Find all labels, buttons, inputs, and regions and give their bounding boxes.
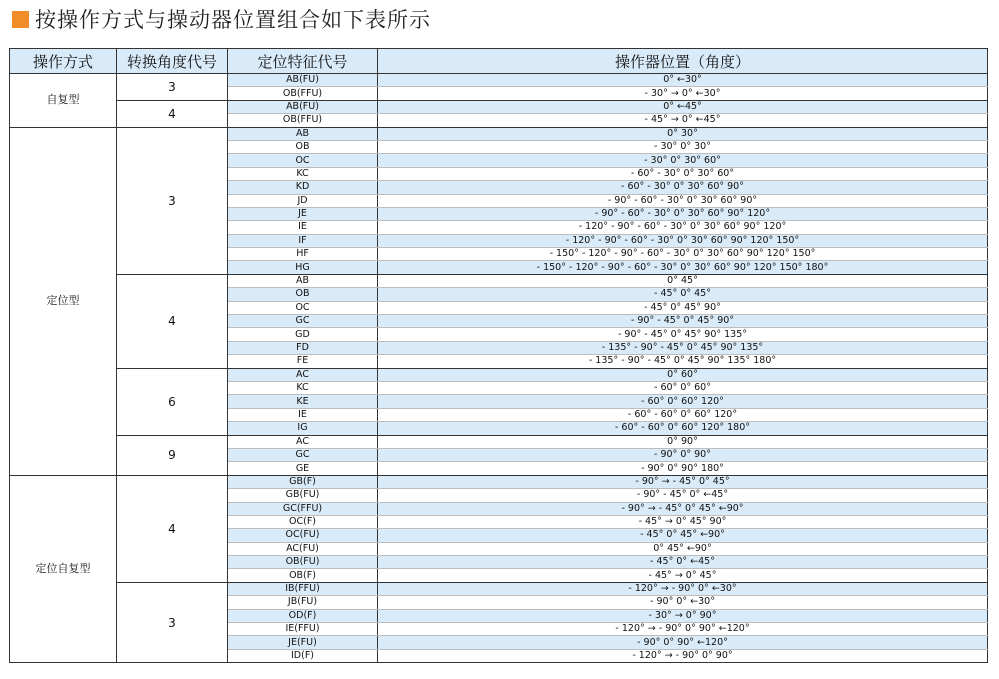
operator-position-cell: - 135° - 90° - 45° 0° 45° 90° 135° — [378, 341, 988, 354]
positioning-code-cell: JB(FU) — [228, 596, 378, 609]
operator-position-cell: - 30° 0° 30° 60° — [378, 154, 988, 167]
operator-position-cell: 0° ←30° — [378, 74, 988, 87]
operator-position-cell: 0° ←45° — [378, 100, 988, 113]
table-row — [10, 368, 988, 381]
positioning-code-cell: OD(F) — [228, 609, 378, 622]
angle-code-cell: 4 — [117, 274, 228, 368]
header-operation-mode: 操作方式 — [10, 49, 117, 74]
positioning-code-cell: AB — [228, 127, 378, 140]
operator-position-cell: - 45° → 0° 45° — [378, 569, 988, 582]
operator-position-cell: - 60° - 30° 0° 30° 60° 90° — [378, 181, 988, 194]
positioning-code-cell: AB — [228, 274, 378, 287]
operator-position-cell: - 90° - 45° 0° 45° 90° — [378, 315, 988, 328]
operator-position-cell: 0° 90° — [378, 435, 988, 448]
operator-position-cell: - 120° - 90° - 60° - 30° 0° 30° 60° 90° 120° 150° — [378, 234, 988, 247]
positioning-code-cell: GE — [228, 462, 378, 475]
positioning-code-cell: HG — [228, 261, 378, 274]
positioning-code-cell: OC — [228, 301, 378, 314]
operator-position-cell: 0° 60° — [378, 368, 988, 381]
operator-position-cell: - 60° 0° 60° — [378, 381, 988, 394]
positioning-code-cell: GC — [228, 315, 378, 328]
positioning-code-cell: IB(FFU) — [228, 582, 378, 595]
angle-code-cell: 3 — [117, 582, 228, 662]
title-bar — [12, 4, 431, 34]
operator-position-cell: - 60° - 60° 0° 60° 120° 180° — [378, 422, 988, 435]
angle-code-cell: 6 — [117, 368, 228, 435]
positioning-code-cell: OB(FFU) — [228, 87, 378, 100]
table-body — [10, 74, 988, 663]
positioning-code-cell: OC(F) — [228, 515, 378, 528]
operator-position-cell: 0° 30° — [378, 127, 988, 140]
positioning-code-cell: IG — [228, 422, 378, 435]
operator-position-cell: - 90° 0° 90° ←120° — [378, 636, 988, 649]
positioning-code-cell: GD — [228, 328, 378, 341]
positioning-code-cell: AC — [228, 368, 378, 381]
positioning-code-cell: FE — [228, 355, 378, 368]
operator-position-cell: - 135° - 90° - 45° 0° 45° 90° 135° 180° — [378, 355, 988, 368]
table-row — [10, 74, 988, 87]
operator-position-cell: - 90° - 45° 0° ←45° — [378, 489, 988, 502]
operator-position-cell: - 60° - 60° 0° 60° 120° — [378, 408, 988, 421]
positioning-code-cell: OB — [228, 140, 378, 153]
positioning-code-cell: KC — [228, 167, 378, 180]
operator-position-cell: - 90° → - 45° 0° 45° — [378, 475, 988, 488]
positioning-code-cell: AC(FU) — [228, 542, 378, 555]
positioning-code-cell: GB(F) — [228, 475, 378, 488]
table-row — [10, 127, 988, 140]
operator-position-cell: - 90° - 45° 0° 45° 90° 135° — [378, 328, 988, 341]
operator-position-cell: - 30° 0° 30° — [378, 140, 988, 153]
operator-position-cell: - 120° → - 90° 0° 90° ←120° — [378, 623, 988, 636]
operator-position-cell: - 45° → 0° 45° 90° — [378, 515, 988, 528]
operator-position-cell: - 90° 0° ←30° — [378, 596, 988, 609]
positioning-code-cell: OB(FU) — [228, 556, 378, 569]
table-row — [10, 582, 988, 595]
table-row — [10, 274, 988, 287]
operator-position-cell: - 45° 0° 45° ←90° — [378, 529, 988, 542]
positioning-code-cell: OB — [228, 288, 378, 301]
header-operator-position: 操作器位置（角度） — [378, 49, 988, 74]
positioning-code-cell: OB(F) — [228, 569, 378, 582]
operator-position-cell: - 90° - 60° - 30° 0° 30° 60° 90° — [378, 194, 988, 207]
positioning-code-cell: KE — [228, 395, 378, 408]
angle-code-cell: 3 — [117, 127, 228, 274]
positioning-code-cell: JE(FU) — [228, 636, 378, 649]
positioning-code-cell: AB(FU) — [228, 74, 378, 87]
operation-mode-cell: 定位自复型 — [10, 475, 117, 662]
positioning-code-cell: ID(F) — [228, 649, 378, 662]
page-title: 按操作方式与操动器位置组合如下表所示 — [35, 8, 431, 32]
positioning-code-cell: IE — [228, 221, 378, 234]
operator-position-cell: 0° 45° ←90° — [378, 542, 988, 555]
operation-mode-cell: 自复型 — [10, 74, 117, 128]
operator-position-cell: - 90° 0° 90° — [378, 448, 988, 461]
operator-position-cell: - 30° → 0° ←30° — [378, 87, 988, 100]
positioning-code-cell: OB(FFU) — [228, 114, 378, 127]
positioning-code-cell: AB(FU) — [228, 100, 378, 113]
operator-position-cell: - 90° 0° 90° 180° — [378, 462, 988, 475]
positioning-code-cell: IE — [228, 408, 378, 421]
angle-code-cell: 4 — [117, 100, 228, 127]
angle-code-cell: 9 — [117, 435, 228, 475]
positioning-code-cell: GC(FFU) — [228, 502, 378, 515]
positioning-code-cell: KD — [228, 181, 378, 194]
positioning-code-cell: KC — [228, 381, 378, 394]
operator-position-cell: - 60° 0° 60° 120° — [378, 395, 988, 408]
orange-square-icon — [12, 11, 29, 28]
operator-position-cell: - 90° → - 45° 0° 45° ←90° — [378, 502, 988, 515]
operator-position-cell: - 45° 0° 45° — [378, 288, 988, 301]
table-row — [10, 100, 988, 113]
operator-position-cell: - 45° 0° 45° 90° — [378, 301, 988, 314]
header-positioning-code: 定位特征代号 — [228, 49, 378, 74]
positioning-code-cell: OC(FU) — [228, 529, 378, 542]
operator-position-cell: - 120° - 90° - 60° - 30° 0° 30° 60° 90° 120° — [378, 221, 988, 234]
positioning-code-cell: OC — [228, 154, 378, 167]
positioning-code-cell: IF — [228, 234, 378, 247]
table-header-row — [10, 49, 988, 74]
operator-position-cell: - 150° - 120° - 90° - 60° - 30° 0° 30° 60° 90° 120° 150° 180° — [378, 261, 988, 274]
angle-code-cell: 4 — [117, 475, 228, 582]
header-switch-angle-code: 转换角度代号 — [117, 49, 228, 74]
operator-position-cell: - 120° → - 90° 0° 90° — [378, 649, 988, 662]
operator-position-cell: - 45° 0° ←45° — [378, 556, 988, 569]
positioning-code-cell: JD — [228, 194, 378, 207]
positioning-code-cell: GC — [228, 448, 378, 461]
table-row — [10, 475, 988, 488]
operator-position-cell: - 150° - 120° - 90° - 60° - 30° 0° 30° 60° 90° 120° 150° — [378, 248, 988, 261]
table-row — [10, 435, 988, 448]
positioning-code-cell: FD — [228, 341, 378, 354]
operator-position-cell: - 90° - 60° - 30° 0° 30° 60° 90° 120° — [378, 207, 988, 220]
positioning-code-cell: IE(FFU) — [228, 623, 378, 636]
operator-position-cell: 0° 45° — [378, 274, 988, 287]
operator-position-cell: - 30° → 0° 90° — [378, 609, 988, 622]
operation-table — [9, 48, 988, 663]
operator-position-cell: - 60° - 30° 0° 30° 60° — [378, 167, 988, 180]
angle-code-cell: 3 — [117, 74, 228, 101]
operator-position-cell: - 45° → 0° ←45° — [378, 114, 988, 127]
positioning-code-cell: GB(FU) — [228, 489, 378, 502]
positioning-code-cell: HF — [228, 248, 378, 261]
positioning-code-cell: JE — [228, 207, 378, 220]
positioning-code-cell: AC — [228, 435, 378, 448]
operation-mode-cell: 定位型 — [10, 127, 117, 475]
operator-position-cell: - 120° → - 90° 0° ←30° — [378, 582, 988, 595]
